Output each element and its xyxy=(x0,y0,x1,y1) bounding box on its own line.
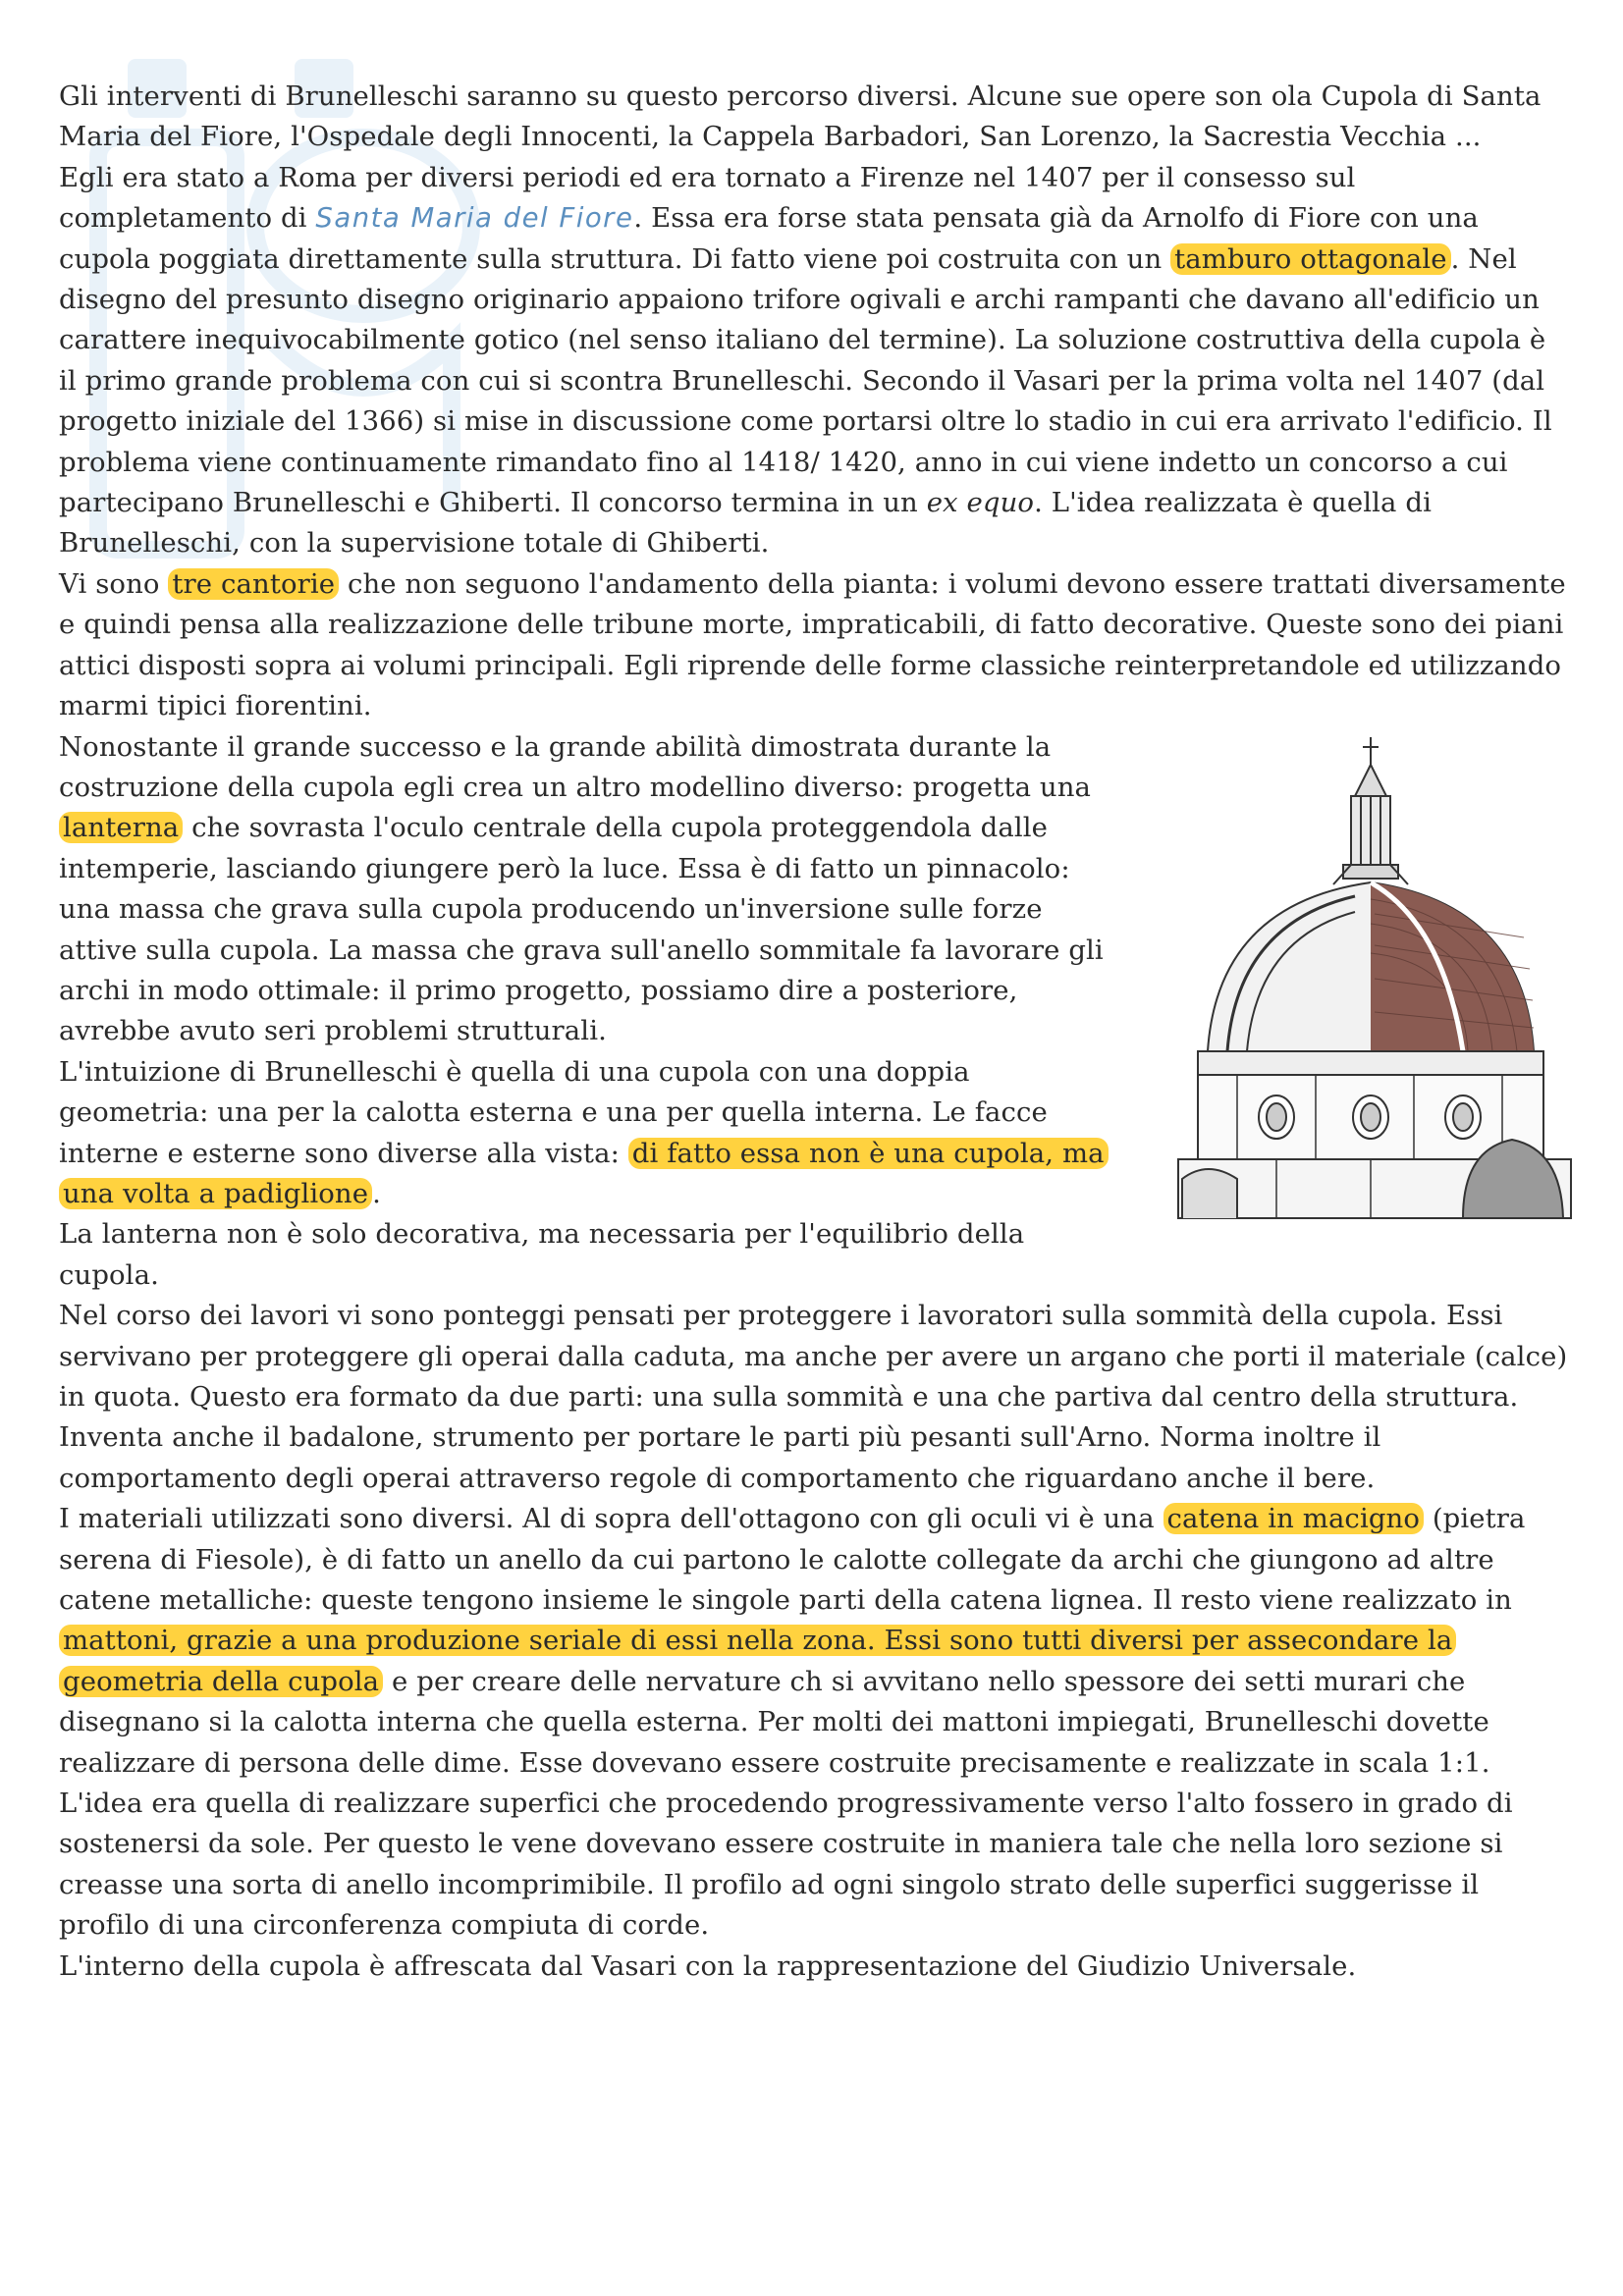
paragraph-7: Nel corso dei lavori vi sono ponteggi pensati per proteggere i lavoratori sulla sommità della cupola. Essi servivano per proteggere gli operai dalla caduta, ma anche per avere un argano che porti il materiale (calce) in quota. Questo era formato da due parti: una sulla sommità e una che partiva dal centro della struttura. Inventa anche il badalone, strumento per portare le parti più pesanti sull'Arno. Norma inoltre il comportamento degli operai attraverso regole di comportamento che riguardano anche il bere. xyxy=(59,1300,1568,1494)
paragraph-3: Vi sono tre cantorie che non seguono l'andamento della pianta: i volumi devono essere trattati diversamente e quindi pensa alla realizzazione delle tribune morte, impraticabili, di fatto decorative. Queste sono dei piani attici disposti sopra ai volumi principali. Egli riprende delle forme classiche reinterpretandole ed utilizzando marmi tipici fiorentini. xyxy=(59,567,1566,722)
paragraph-2: Egli era stato a Roma per diversi periodi ed era tornato a Firenze nel 1407 per il consesso sul completamento di Santa Maria del Fiore. Essa era forse stata pensata già da Arnolfo di Fiore con una cupola poggiata direttamente sulla struttura. Di fatto viene poi costruita con un tamburo ottagonale . Nel disegno del presunto disegno originario appaiono trifore ogivali e archi rampanti che davano all'edificio un carattere inequivocabilmente gotico (nel senso italiano del termine). La soluzione costruttiva della cupola è il primo grande problema con cui si scontra Brunelleschi. Secondo il Vasari per la prima volta nel 1407 (dal progetto iniziale del 1366) si mise in discussione come portarsi oltre lo stadio in cui era arrivato l'edificio. Il problema viene continuamente rimandato fino al 1418/ 1420, anno in cui viene indetto un concorso a cui partecipano Brunelleschi e Ghiberti. Il concorso termina in un ex equo. L'idea realizzata è quella di Brunelleschi, con la supervisione totale di Ghiberti. xyxy=(59,161,1552,560)
santa-maria-del-fiore-link[interactable]: Santa Maria del Fiore xyxy=(315,202,634,235)
paragraph-5: L'intuizione di Brunelleschi è quella di una cupola con una doppia geometria: una per la calotta esterna e una per quella interna. Le facce interne e esterne sono diverse alla vista: di fatto essa non è una cupola, ma una volta a padiglione . xyxy=(59,1052,1119,1215)
highlight-tamburo-ottagonale: tamburo ottagonale xyxy=(1170,243,1450,275)
figure-wrap-area xyxy=(59,727,1571,1297)
dome-section-drawing xyxy=(1168,727,1581,1228)
paragraph-1: Gli interventi di Brunelleschi saranno su questo percorso diversi. Alcune sue opere son ola Cupola di Santa Maria del Fiore, l'Ospedale degli Innocenti, la Cappela Barbadori, San Lorenzo, la Sacrestia Vecchia ... xyxy=(59,80,1542,153)
highlight-catena-in-macigno: catena in macigno xyxy=(1163,1503,1424,1534)
highlight-volta-a-padiglione: di fatto essa non è una cupola, ma una volta a padiglione xyxy=(59,1138,1109,1209)
document-body xyxy=(59,77,1571,1987)
highlight-mattoni: mattoni, grazie a una produzione seriale di essi nella zona. Essi sono tutti diversi per assecondare la geometria della cupola xyxy=(59,1625,1456,1696)
dome-figure xyxy=(1168,727,1581,1228)
paragraph-8: I materiali utilizzati sono diversi. Al di sopra dell'ottagono con gli oculi vi è una catena in macigno (pietra serena di Fiesole), è di fatto un anello da cui partono le calotte collegate da archi che giungono ad altre catene metalliche: queste tengono insieme le singole parti della catena lignea. Il resto viene realizzato in mattoni, grazie a una produzione seriale di essi nella zona. Essi sono tutti diversi per assecondare la geometria della cupola e per creare delle nervature ch si avvitano nello spessore dei setti murari che disegnano si la calotta interna che quella esterna. Per molti dei mattoni impiegati, Brunelleschi dovette realizzare di persona delle dime. Esse dovevano essere costruite precisamente e realizzate in scala 1:1. L'idea era quella di realizzare superfici che procedendo progressivamente verso l'alto fossero in grado di sostenersi da sole. Per questo le vene dovevano essere costruite in maniera tale che nella loro sezione si creasse una sorta di anello incomprimibile. Il profilo ad ogni singolo strato delle superfici suggerisse il profilo di una circonferenza compiuta di corde. xyxy=(59,1503,1526,1942)
highlight-lanterna: lanterna xyxy=(59,812,183,843)
paragraph-9: L'interno della cupola è affrescata dal Vasari con la rappresentazione del Giudizio Universale. xyxy=(59,1949,1357,1982)
paragraph-6: La lanterna non è solo decorativa, ma necessaria per l'equilibrio della cupola. xyxy=(59,1218,1025,1291)
paragraph-4: Nonostante il grande successo e la grande abilità dimostrata durante la costruzione della cupola egli crea un altro modellino diverso: progetta una lanterna che sovrasta l'oculo centrale della cupola proteggendola dalle intemperie, lasciando giungere però la luce. Essa è di fatto un pinnacolo: una massa che grava sulla cupola producendo un'inversione sulle forze attive sulla cupola. La massa che grava sull'anello sommitale fa lavorare gli archi in modo ottimale: il primo progetto, possiamo dire a posteriore, avrebbe avuto seri problemi strutturali. xyxy=(59,730,1104,1047)
highlight-tre-cantorie: tre cantorie xyxy=(168,568,339,600)
